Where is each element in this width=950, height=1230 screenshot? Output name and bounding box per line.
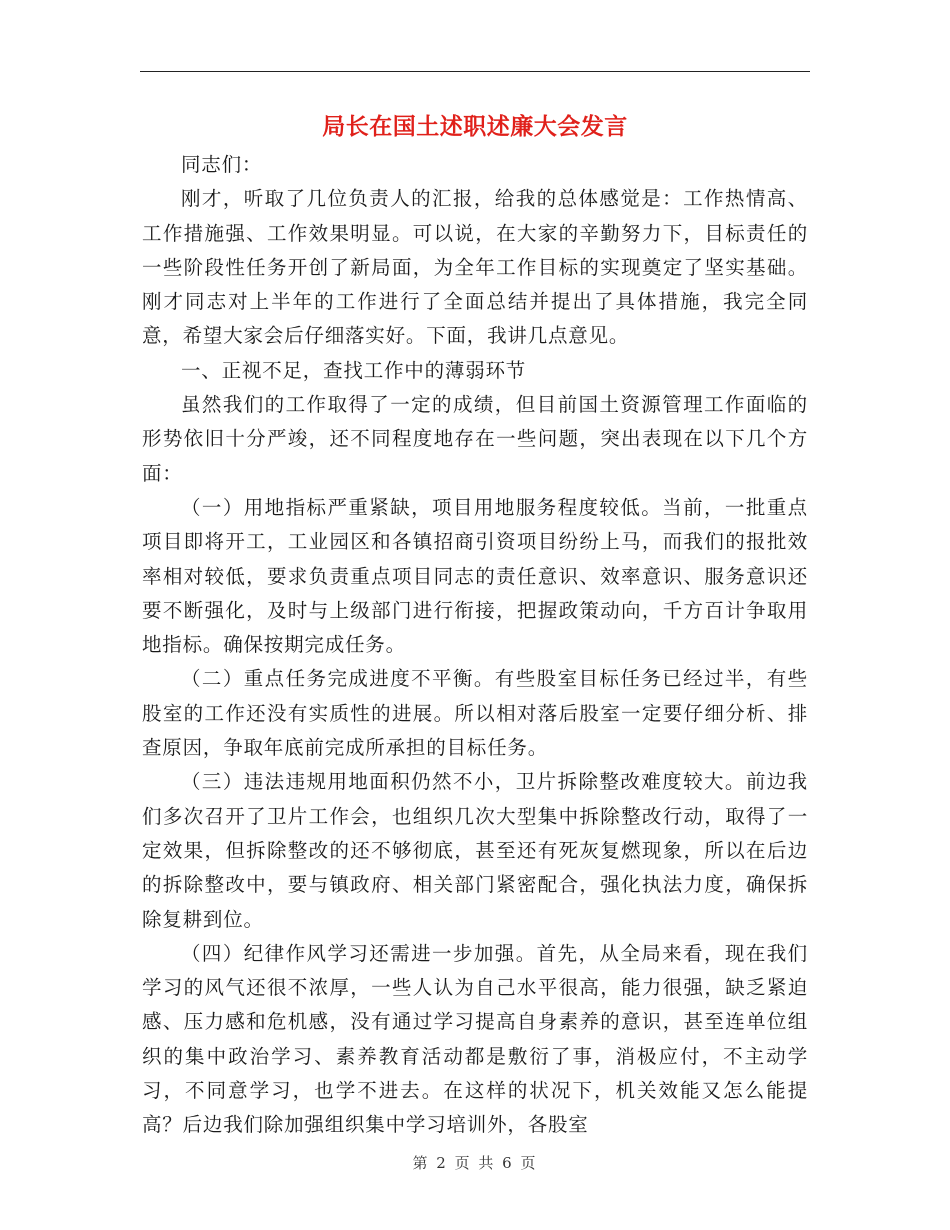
- document-title: 局长在国土述职述廉大会发言: [322, 113, 628, 140]
- intro-paragraph: 刚才，听取了几位负责人的汇报，给我的总体感觉是：工作热情高、工作措施强、工作效果明显。可以说，在大家的辛勤努力下，目标责任的一些阶段性任务开创了新局面，为全年工作目标的实现奠定了坚实基础。刚才同志对上半年的工作进行了全面总结并提出了具体措施，我完全同意，希望大家会后仔细落实好。下面，我讲几点意见。: [142, 187, 808, 348]
- document-body: [142, 148, 808, 1143]
- item-paragraph-4: （四）纪律作风学习还需进一步加强。首先，从全局来看，现在我们学习的风气还很不浓厚，一些人认为自己水平很高，能力很强，缺乏紧迫感、压力感和危机感，没有通过学习提高自身素养的意识，甚至连单位组织的集中政治学习、素养教育活动都是敷衍了事，消极应付，不主动学习，不同意学习，也学不进去。在这样的状况下，机关效能又怎么能提高？后边我们除加强组织集中学习培训外，各股室: [142, 941, 808, 1137]
- item-paragraph-1: （一）用地指标严重紧缺，项目用地服务程度较低。当前，一批重点项目即将开工，工业园区和各镇招商引资项目纷纷上马，而我们的报批效率相对较低，要求负责重点项目同志的责任意识、效率意识、服务意识还要不断强化，及时与上级部门进行衔接，把握政策动向，千方百计争取用地指标。确保按期完成任务。: [142, 495, 808, 657]
- section-heading-1: 一、正视不足，查找工作中的薄弱环节: [181, 358, 527, 382]
- item-paragraph-3: （三）违法违规用地面积仍然不小，卫片拆除整改难度较大。前边我们多次召开了卫片工作会，也组织几次大型集中拆除整改行动，取得了一定效果，但拆除整改的还不够彻底，甚至还有死灰复燃现象，所以在后边的拆除整改中，要与镇政府、相关部门紧密配合，强化执法力度，确保拆除复耕到位。: [142, 770, 808, 931]
- item-paragraph-2: （二）重点任务完成进度不平衡。有些股室目标任务已经过半，有些股室的工作还没有实质性的进展。所以相对落后股室一定要仔细分析、排查原因，争取年底前完成所承担的目标任务。: [142, 667, 808, 760]
- header-rule: [140, 71, 810, 72]
- body-paragraph: 虽然我们的工作取得了一定的成绩，但目前国土资源管理工作面临的形势依旧十分严竣，还不同程度地存在一些问题，突出表现在以下几个方面：: [142, 393, 808, 485]
- salutation-paragraph: 同志们：: [181, 153, 263, 176]
- page-number-footer: 第 2 页 共 6 页: [412, 1154, 538, 1172]
